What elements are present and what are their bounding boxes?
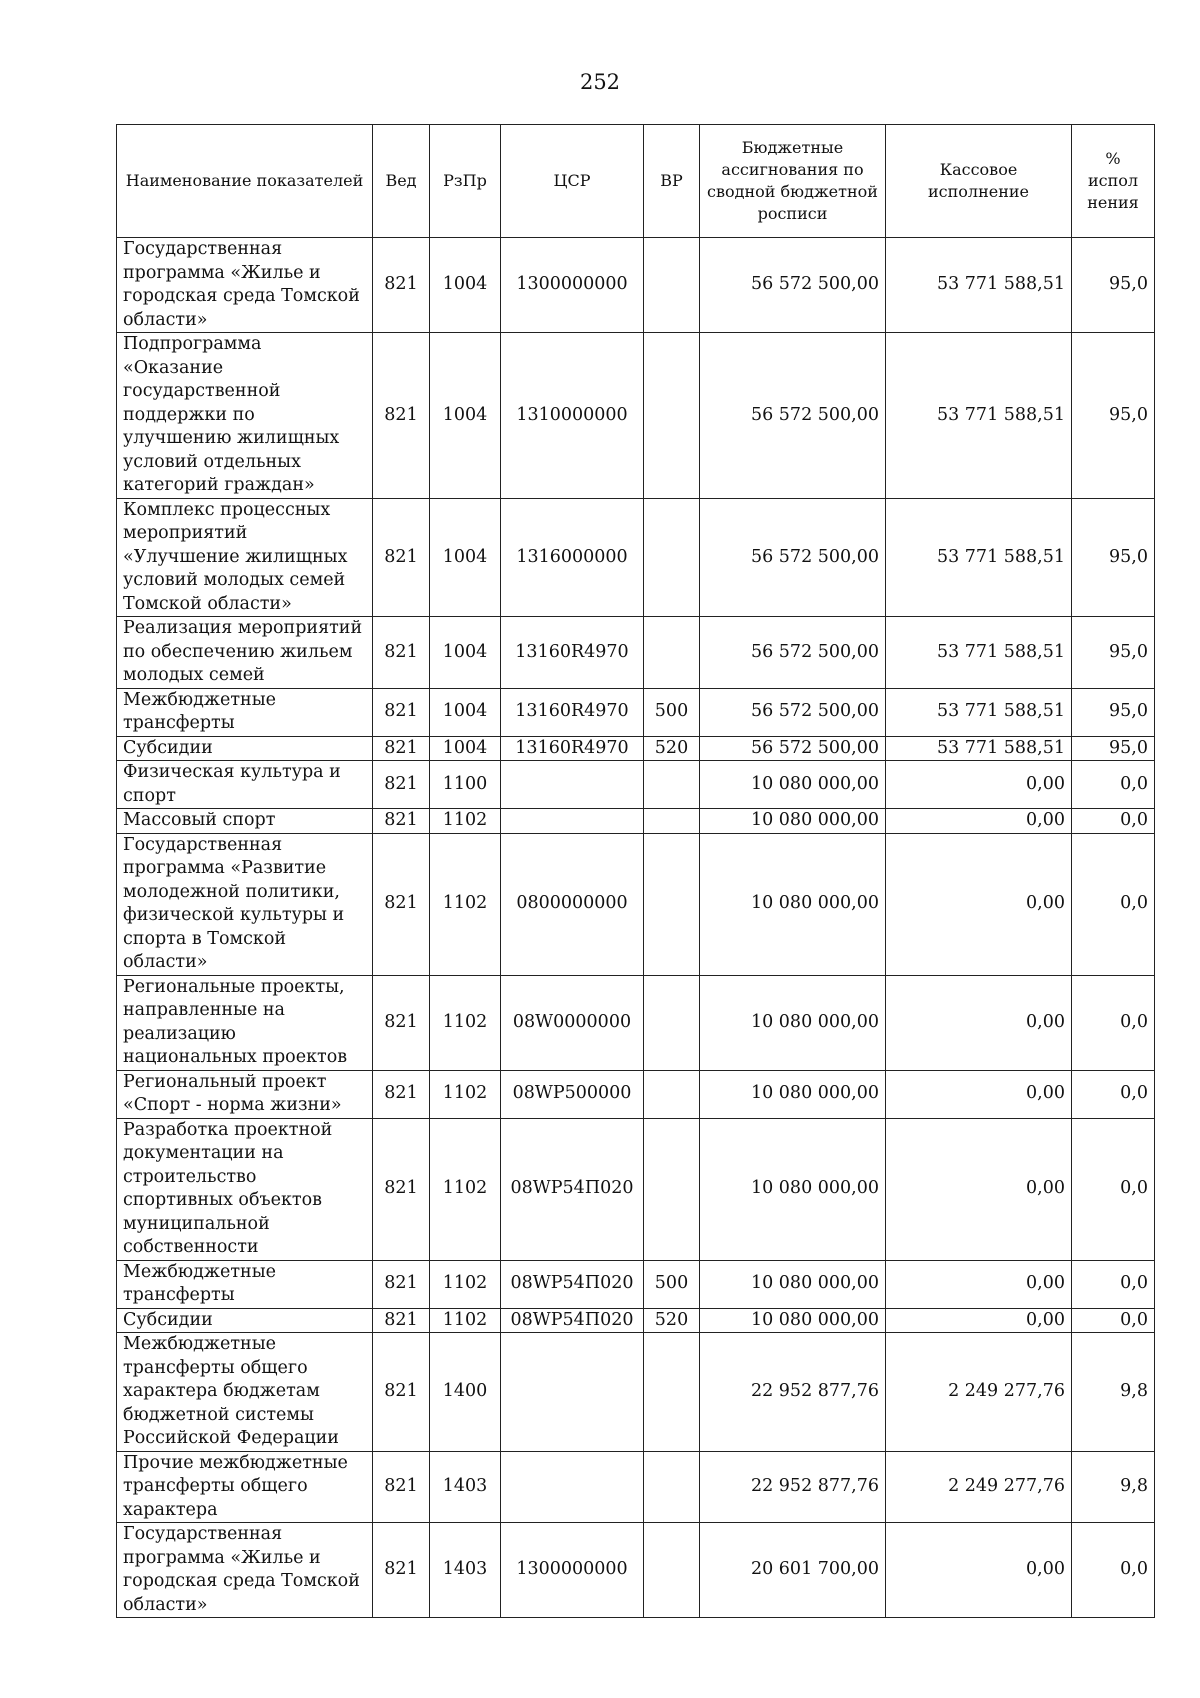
header-cash: Кассовое исполнение	[886, 125, 1072, 238]
cell-name: Межбюджетные трансферты	[117, 1260, 373, 1308]
table-row	[117, 238, 1155, 333]
cell-rzpr: 1102	[430, 1070, 501, 1118]
cell-vr	[644, 761, 700, 809]
table-row	[117, 1333, 1155, 1452]
cell-vr	[644, 333, 700, 499]
cell-vr	[644, 809, 700, 834]
cell-budget: 20 601 700,00	[700, 1523, 886, 1618]
cell-budget: 56 572 500,00	[700, 498, 886, 617]
cell-budget: 56 572 500,00	[700, 238, 886, 333]
cell-cash: 0,00	[886, 1070, 1072, 1118]
cell-vr	[644, 498, 700, 617]
cell-budget: 10 080 000,00	[700, 1308, 886, 1333]
cell-ved: 821	[373, 975, 430, 1070]
cell-ved: 821	[373, 1523, 430, 1618]
cell-name: Региональные проекты, направленные на реализацию национальных проектов	[117, 975, 373, 1070]
header-rzpr: РзПр	[430, 125, 501, 238]
cell-csr: 13160R4970	[501, 688, 644, 736]
cell-cash: 53 771 588,51	[886, 688, 1072, 736]
cell-percent: 0,0	[1072, 1523, 1155, 1618]
cell-percent: 95,0	[1072, 736, 1155, 761]
cell-ved: 821	[373, 736, 430, 761]
cell-budget: 22 952 877,76	[700, 1333, 886, 1452]
header-percent: % испол нения	[1072, 125, 1155, 238]
cell-rzpr: 1004	[430, 498, 501, 617]
cell-percent: 95,0	[1072, 688, 1155, 736]
cell-percent: 95,0	[1072, 617, 1155, 689]
cell-vr	[644, 1118, 700, 1260]
cell-csr: 08WP54П020	[501, 1260, 644, 1308]
cell-percent: 95,0	[1072, 333, 1155, 499]
cell-percent: 0,0	[1072, 833, 1155, 975]
cell-ved: 821	[373, 238, 430, 333]
cell-name: Прочие межбюджетные трансферты общего характера	[117, 1451, 373, 1523]
table-header-row	[117, 125, 1155, 238]
cell-percent: 0,0	[1072, 1260, 1155, 1308]
cell-cash: 0,00	[886, 975, 1072, 1070]
cell-csr: 13160R4970	[501, 617, 644, 689]
cell-budget: 10 080 000,00	[700, 1070, 886, 1118]
cell-name: Субсидии	[117, 736, 373, 761]
cell-name: Подпрограмма «Оказание государственной поддержки по улучшению жилищных условий отдельных категорий граждан»	[117, 333, 373, 499]
header-ved: Вед	[373, 125, 430, 238]
cell-vr	[644, 1523, 700, 1618]
cell-name: Комплекс процессных мероприятий «Улучшение жилищных условий молодых семей Томской области»	[117, 498, 373, 617]
table-row	[117, 688, 1155, 736]
cell-name: Государственная программа «Развитие молодежной политики, физической культуры и спорта в Томской области»	[117, 833, 373, 975]
cell-cash: 53 771 588,51	[886, 617, 1072, 689]
table-row	[117, 1118, 1155, 1260]
cell-cash: 0,00	[886, 1523, 1072, 1618]
cell-vr	[644, 617, 700, 689]
cell-name: Государственная программа «Жилье и городская среда Томской области»	[117, 238, 373, 333]
cell-csr: 1310000000	[501, 333, 644, 499]
table-row	[117, 617, 1155, 689]
cell-budget: 56 572 500,00	[700, 688, 886, 736]
table-row	[117, 1260, 1155, 1308]
table-row	[117, 1308, 1155, 1333]
cell-csr: 1300000000	[501, 238, 644, 333]
cell-csr: 13160R4970	[501, 736, 644, 761]
cell-name: Межбюджетные трансферты	[117, 688, 373, 736]
table-row	[117, 761, 1155, 809]
cell-rzpr: 1102	[430, 1260, 501, 1308]
budget-execution-table	[116, 124, 1155, 1618]
cell-percent: 0,0	[1072, 1308, 1155, 1333]
cell-ved: 821	[373, 1451, 430, 1523]
cell-name: Реализация мероприятий по обеспечению жильем молодых семей	[117, 617, 373, 689]
cell-csr	[501, 1333, 644, 1452]
cell-rzpr: 1102	[430, 809, 501, 834]
cell-ved: 821	[373, 833, 430, 975]
header-vr: ВР	[644, 125, 700, 238]
table-row	[117, 809, 1155, 834]
header-budget: Бюджетные ассигнования по сводной бюджетной росписи	[700, 125, 886, 238]
page-number: 252	[579, 70, 621, 94]
cell-name: Межбюджетные трансферты общего характера бюджетам бюджетной системы Российской Федерации	[117, 1333, 373, 1452]
cell-csr: 08W0000000	[501, 975, 644, 1070]
cell-vr	[644, 833, 700, 975]
cell-name: Физическая культура и спорт	[117, 761, 373, 809]
cell-rzpr: 1102	[430, 1118, 501, 1260]
cell-csr: 0800000000	[501, 833, 644, 975]
cell-ved: 821	[373, 761, 430, 809]
cell-percent: 0,0	[1072, 809, 1155, 834]
cell-rzpr: 1004	[430, 238, 501, 333]
table-row	[117, 1523, 1155, 1618]
cell-ved: 821	[373, 1333, 430, 1452]
cell-rzpr: 1004	[430, 688, 501, 736]
cell-name: Региональный проект «Спорт - норма жизни»	[117, 1070, 373, 1118]
cell-vr	[644, 1070, 700, 1118]
cell-cash: 53 771 588,51	[886, 333, 1072, 499]
cell-ved: 821	[373, 333, 430, 499]
cell-name: Субсидии	[117, 1308, 373, 1333]
cell-percent: 9,8	[1072, 1333, 1155, 1452]
cell-rzpr: 1102	[430, 975, 501, 1070]
cell-csr	[501, 809, 644, 834]
cell-budget: 10 080 000,00	[700, 809, 886, 834]
cell-csr: 1300000000	[501, 1523, 644, 1618]
cell-vr: 520	[644, 736, 700, 761]
cell-ved: 821	[373, 1070, 430, 1118]
cell-budget: 56 572 500,00	[700, 736, 886, 761]
cell-vr	[644, 975, 700, 1070]
cell-cash: 53 771 588,51	[886, 238, 1072, 333]
cell-ved: 821	[373, 617, 430, 689]
cell-rzpr: 1004	[430, 333, 501, 499]
cell-rzpr: 1004	[430, 617, 501, 689]
cell-vr: 500	[644, 1260, 700, 1308]
cell-cash: 53 771 588,51	[886, 736, 1072, 761]
cell-name: Государственная программа «Жилье и городская среда Томской области»	[117, 1523, 373, 1618]
cell-budget: 56 572 500,00	[700, 617, 886, 689]
cell-vr: 520	[644, 1308, 700, 1333]
cell-vr	[644, 1333, 700, 1452]
cell-percent: 0,0	[1072, 975, 1155, 1070]
cell-percent: 0,0	[1072, 1118, 1155, 1260]
cell-cash: 0,00	[886, 1260, 1072, 1308]
table-row	[117, 498, 1155, 617]
cell-budget: 10 080 000,00	[700, 975, 886, 1070]
cell-budget: 56 572 500,00	[700, 333, 886, 499]
cell-cash: 53 771 588,51	[886, 498, 1072, 617]
cell-cash: 0,00	[886, 761, 1072, 809]
cell-cash: 0,00	[886, 809, 1072, 834]
cell-vr	[644, 1451, 700, 1523]
cell-csr: 1316000000	[501, 498, 644, 617]
header-name: Наименование показателей	[117, 125, 373, 238]
cell-ved: 821	[373, 1118, 430, 1260]
cell-percent: 0,0	[1072, 761, 1155, 809]
cell-csr: 08WP54П020	[501, 1308, 644, 1333]
cell-vr: 500	[644, 688, 700, 736]
table-row	[117, 736, 1155, 761]
cell-name: Разработка проектной документации на строительство спортивных объектов муниципальной собственности	[117, 1118, 373, 1260]
cell-percent: 0,0	[1072, 1070, 1155, 1118]
cell-rzpr: 1100	[430, 761, 501, 809]
table-body	[117, 238, 1155, 1618]
cell-csr	[501, 761, 644, 809]
cell-ved: 821	[373, 688, 430, 736]
cell-rzpr: 1102	[430, 833, 501, 975]
cell-budget: 10 080 000,00	[700, 761, 886, 809]
cell-csr	[501, 1451, 644, 1523]
cell-rzpr: 1403	[430, 1451, 501, 1523]
cell-name: Массовый спорт	[117, 809, 373, 834]
header-csr: ЦСР	[501, 125, 644, 238]
cell-rzpr: 1004	[430, 736, 501, 761]
cell-csr: 08WP500000	[501, 1070, 644, 1118]
cell-csr: 08WP54П020	[501, 1118, 644, 1260]
cell-budget: 10 080 000,00	[700, 833, 886, 975]
cell-ved: 821	[373, 1260, 430, 1308]
cell-budget: 10 080 000,00	[700, 1118, 886, 1260]
cell-rzpr: 1102	[430, 1308, 501, 1333]
cell-cash: 2 249 277,76	[886, 1333, 1072, 1452]
cell-cash: 2 249 277,76	[886, 1451, 1072, 1523]
cell-vr	[644, 238, 700, 333]
cell-budget: 10 080 000,00	[700, 1260, 886, 1308]
cell-ved: 821	[373, 809, 430, 834]
cell-percent: 9,8	[1072, 1451, 1155, 1523]
table-row	[117, 975, 1155, 1070]
cell-ved: 821	[373, 1308, 430, 1333]
cell-cash: 0,00	[886, 1118, 1072, 1260]
cell-rzpr: 1403	[430, 1523, 501, 1618]
cell-percent: 95,0	[1072, 238, 1155, 333]
table-row	[117, 1070, 1155, 1118]
cell-cash: 0,00	[886, 833, 1072, 975]
cell-budget: 22 952 877,76	[700, 1451, 886, 1523]
cell-percent: 95,0	[1072, 498, 1155, 617]
cell-rzpr: 1400	[430, 1333, 501, 1452]
cell-ved: 821	[373, 498, 430, 617]
cell-cash: 0,00	[886, 1308, 1072, 1333]
table-row	[117, 1451, 1155, 1523]
table-row	[117, 833, 1155, 975]
table-row	[117, 333, 1155, 499]
